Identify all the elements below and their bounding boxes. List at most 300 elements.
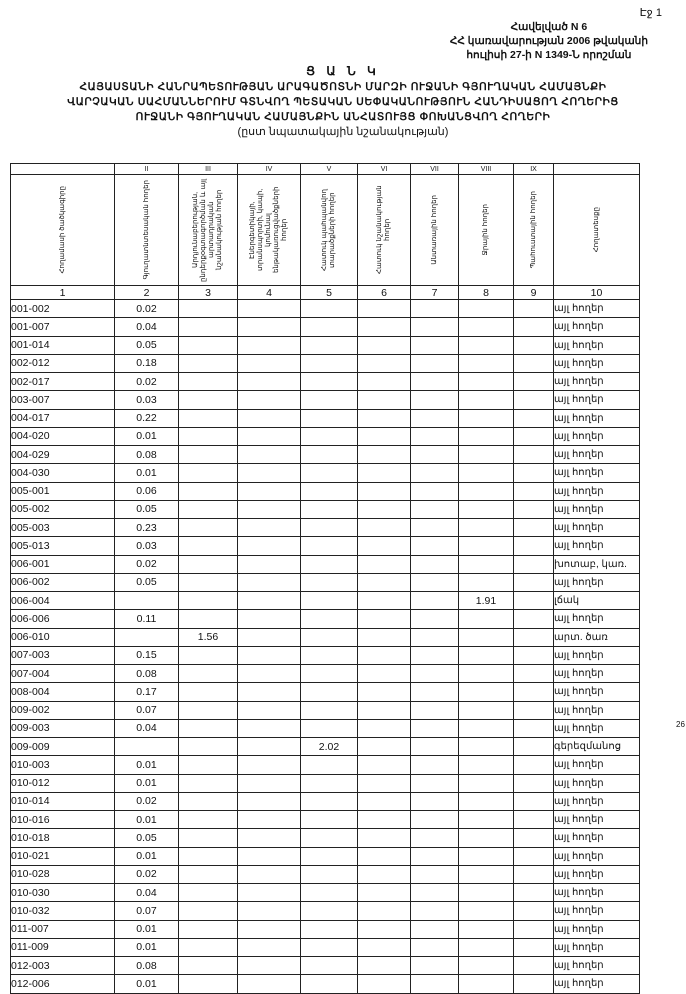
protected-land-cell — [301, 701, 358, 719]
forest-land-cell — [411, 957, 459, 975]
roman-header-cell: II — [115, 164, 179, 175]
energy-land-cell — [238, 701, 301, 719]
industrial-land-cell — [179, 336, 238, 354]
energy-land-cell — [238, 811, 301, 829]
protected-land-cell — [301, 847, 358, 865]
protected-land-cell — [301, 446, 358, 464]
special-land-cell — [358, 774, 411, 792]
agricultural-land-cell: 0.11 — [115, 610, 179, 628]
industrial-land-cell — [179, 738, 238, 756]
industrial-land-cell — [179, 373, 238, 391]
appendix-line: հուլիսի 27-ի N 1349-Ն որոշման — [466, 49, 632, 61]
water-land-cell — [459, 865, 514, 883]
agricultural-land-cell: 0.23 — [115, 519, 179, 537]
energy-land-cell — [238, 646, 301, 664]
column-header-text: Հողամասի ծածկագիրը — [58, 186, 66, 274]
agricultural-land-cell: 0.07 — [115, 902, 179, 920]
land-type-cell: այլ հողեր — [554, 391, 640, 409]
reserve-land-cell — [514, 555, 554, 573]
protected-land-cell — [301, 957, 358, 975]
land-type-cell: այլ հողեր — [554, 792, 640, 810]
roman-header-cell: VII — [411, 164, 459, 175]
industrial-land-cell — [179, 701, 238, 719]
industrial-land-cell — [179, 519, 238, 537]
forest-land-cell — [411, 464, 459, 482]
forest-land-cell — [411, 318, 459, 336]
column-number: 5 — [301, 286, 358, 300]
water-land-cell — [459, 701, 514, 719]
land-type-cell: այլ հողեր — [554, 318, 640, 336]
energy-land-cell — [238, 719, 301, 737]
forest-land-cell — [411, 373, 459, 391]
table-row — [11, 519, 640, 537]
protected-land-cell — [301, 519, 358, 537]
energy-land-cell — [238, 300, 301, 318]
energy-land-cell — [238, 500, 301, 518]
reserve-land-cell — [514, 920, 554, 938]
column-header-text: Հատուկ պահպանվող տարածքների հողեր — [321, 189, 336, 271]
reserve-land-cell — [514, 847, 554, 865]
protected-land-cell — [301, 756, 358, 774]
agricultural-land-cell: 0.04 — [115, 719, 179, 737]
protected-land-cell — [301, 938, 358, 956]
land-type-cell: այլ հողեր — [554, 446, 640, 464]
agricultural-land-cell: 0.02 — [115, 792, 179, 810]
table-row — [11, 683, 640, 701]
special-land-cell — [358, 847, 411, 865]
agricultural-land-cell: 0.02 — [115, 555, 179, 573]
special-land-cell — [358, 920, 411, 938]
industrial-land-cell — [179, 555, 238, 573]
agricultural-land-cell — [115, 738, 179, 756]
land-type-cell: գերեզմանոց — [554, 738, 640, 756]
special-land-cell — [358, 519, 411, 537]
land-type-cell: խոտաբ, կառ. — [554, 555, 640, 573]
protected-land-cell — [301, 811, 358, 829]
table-row — [11, 865, 640, 883]
energy-land-cell — [238, 792, 301, 810]
protected-land-cell — [301, 829, 358, 847]
parcel-code-cell: 010-021 — [11, 847, 115, 865]
industrial-land-cell — [179, 318, 238, 336]
forest-land-cell — [411, 336, 459, 354]
forest-land-cell — [411, 701, 459, 719]
table-row — [11, 500, 640, 518]
protected-land-cell — [301, 592, 358, 610]
agricultural-land-cell: 0.07 — [115, 701, 179, 719]
water-land-cell — [459, 409, 514, 427]
reserve-land-cell — [514, 482, 554, 500]
table-row — [11, 610, 640, 628]
table-row — [11, 811, 640, 829]
industrial-land-cell — [179, 774, 238, 792]
forest-land-cell — [411, 354, 459, 372]
energy-land-cell — [238, 957, 301, 975]
reserve-land-cell — [514, 719, 554, 737]
parcel-code-cell: 007-003 — [11, 646, 115, 664]
agricultural-land-cell: 0.01 — [115, 811, 179, 829]
document-title — [0, 64, 686, 140]
agricultural-land-cell: 0.03 — [115, 537, 179, 555]
column-number: 10 — [554, 286, 640, 300]
table-row — [11, 719, 640, 737]
column-header-text: Գյուղատնտեսական հողեր — [142, 180, 150, 280]
reserve-land-cell — [514, 318, 554, 336]
agricultural-land-cell — [115, 592, 179, 610]
industrial-land-cell — [179, 902, 238, 920]
agricultural-land-cell: 0.02 — [115, 300, 179, 318]
water-land-cell — [459, 683, 514, 701]
column-number: 1 — [11, 286, 115, 300]
special-land-cell — [358, 628, 411, 646]
forest-land-cell — [411, 665, 459, 683]
water-land-cell — [459, 391, 514, 409]
water-land-cell — [459, 336, 514, 354]
land-type-cell: այլ հողեր — [554, 957, 640, 975]
industrial-land-cell — [179, 884, 238, 902]
table-row — [11, 300, 640, 318]
column-number: 8 — [459, 286, 514, 300]
reserve-land-cell — [514, 884, 554, 902]
column-number-row — [11, 286, 640, 300]
table-row — [11, 701, 640, 719]
column-header — [179, 175, 238, 286]
land-type-cell: այլ հողեր — [554, 902, 640, 920]
agricultural-land-cell: 0.01 — [115, 774, 179, 792]
land-type-cell: այլ հողեր — [554, 920, 640, 938]
protected-land-cell — [301, 409, 358, 427]
water-land-cell — [459, 573, 514, 591]
water-land-cell — [459, 792, 514, 810]
parcel-code-cell: 005-013 — [11, 537, 115, 555]
parcel-code-cell: 009-003 — [11, 719, 115, 737]
energy-land-cell — [238, 464, 301, 482]
column-header — [238, 175, 301, 286]
parcel-code-cell: 005-001 — [11, 482, 115, 500]
energy-land-cell — [238, 354, 301, 372]
energy-land-cell — [238, 409, 301, 427]
land-type-cell: այլ հողեր — [554, 975, 640, 993]
industrial-land-cell — [179, 500, 238, 518]
special-land-cell — [358, 811, 411, 829]
water-land-cell — [459, 464, 514, 482]
special-land-cell — [358, 555, 411, 573]
land-type-cell: այլ հողեր — [554, 464, 640, 482]
agricultural-land-cell: 0.05 — [115, 573, 179, 591]
special-land-cell — [358, 391, 411, 409]
parcel-code-cell: 009-009 — [11, 738, 115, 756]
special-land-cell — [358, 354, 411, 372]
water-land-cell — [459, 446, 514, 464]
special-land-cell — [358, 719, 411, 737]
water-land-cell — [459, 884, 514, 902]
column-number: 2 — [115, 286, 179, 300]
roman-header-cell: III — [179, 164, 238, 175]
land-type-cell: այլ հողեր — [554, 774, 640, 792]
energy-land-cell — [238, 628, 301, 646]
table-row — [11, 427, 640, 445]
column-header — [554, 175, 640, 286]
protected-land-cell — [301, 354, 358, 372]
land-type-cell: այլ հողեր — [554, 884, 640, 902]
reserve-land-cell — [514, 811, 554, 829]
water-land-cell — [459, 500, 514, 518]
forest-land-cell — [411, 865, 459, 883]
energy-land-cell — [238, 938, 301, 956]
reserve-land-cell — [514, 427, 554, 445]
protected-land-cell — [301, 865, 358, 883]
forest-land-cell — [411, 719, 459, 737]
industrial-land-cell — [179, 792, 238, 810]
parcel-code-cell: 010-012 — [11, 774, 115, 792]
energy-land-cell — [238, 756, 301, 774]
parcel-code-cell: 006-001 — [11, 555, 115, 573]
table-row — [11, 336, 640, 354]
industrial-land-cell — [179, 354, 238, 372]
table-row — [11, 318, 640, 336]
agricultural-land-cell: 0.05 — [115, 336, 179, 354]
title-subtitle: (ըստ նպատակային նշանակության) — [237, 126, 449, 138]
water-land-cell — [459, 318, 514, 336]
protected-land-cell — [301, 628, 358, 646]
forest-land-cell — [411, 519, 459, 537]
column-header — [411, 175, 459, 286]
forest-land-cell — [411, 774, 459, 792]
special-land-cell — [358, 592, 411, 610]
land-type-cell: այլ հողեր — [554, 938, 640, 956]
special-land-cell — [358, 409, 411, 427]
parcel-code-cell: 008-004 — [11, 683, 115, 701]
parcel-code-cell: 011-009 — [11, 938, 115, 956]
agricultural-land-cell: 0.05 — [115, 829, 179, 847]
reserve-land-cell — [514, 902, 554, 920]
roman-header-cell: IV — [238, 164, 301, 175]
industrial-land-cell — [179, 427, 238, 445]
industrial-land-cell — [179, 300, 238, 318]
industrial-land-cell — [179, 482, 238, 500]
energy-land-cell — [238, 592, 301, 610]
industrial-land-cell — [179, 719, 238, 737]
industrial-land-cell — [179, 756, 238, 774]
protected-land-cell: 2.02 — [301, 738, 358, 756]
energy-land-cell — [238, 482, 301, 500]
land-type-cell: այլ հողեր — [554, 427, 640, 445]
table-row — [11, 938, 640, 956]
special-land-cell — [358, 373, 411, 391]
water-land-cell — [459, 300, 514, 318]
parcel-code-cell: 004-029 — [11, 446, 115, 464]
table-row — [11, 373, 640, 391]
title-line: ՈՒՋԱՆԻ ԳՅՈՒՂԱԿԱՆ ՀԱՄԱՅՆՔԻՆ ԱՆՀԱՏՈՒՅՑ ՓՈԽԱՆՑՎՈՂ ՀՈՂԵՐԻ — [135, 111, 551, 123]
table-row — [11, 957, 640, 975]
protected-land-cell — [301, 719, 358, 737]
table-row — [11, 665, 640, 683]
special-land-cell — [358, 829, 411, 847]
land-type-cell: այլ հողեր — [554, 537, 640, 555]
margin-note: 26 — [676, 720, 685, 729]
parcel-code-cell: 012-006 — [11, 975, 115, 993]
table-row — [11, 446, 640, 464]
land-type-cell: այլ հողեր — [554, 847, 640, 865]
protected-land-cell — [301, 573, 358, 591]
industrial-land-cell — [179, 537, 238, 555]
forest-land-cell — [411, 811, 459, 829]
energy-land-cell — [238, 336, 301, 354]
industrial-land-cell — [179, 938, 238, 956]
water-land-cell — [459, 920, 514, 938]
land-type-cell: այլ հողեր — [554, 373, 640, 391]
protected-land-cell — [301, 975, 358, 993]
protected-land-cell — [301, 683, 358, 701]
industrial-land-cell — [179, 865, 238, 883]
land-type-cell: այլ հողեր — [554, 610, 640, 628]
energy-land-cell — [238, 975, 301, 993]
reserve-land-cell — [514, 500, 554, 518]
protected-land-cell — [301, 482, 358, 500]
reserve-land-cell — [514, 738, 554, 756]
table-row — [11, 884, 640, 902]
table-row — [11, 975, 640, 993]
agricultural-land-cell: 0.04 — [115, 884, 179, 902]
agricultural-land-cell: 0.08 — [115, 957, 179, 975]
table-row — [11, 391, 640, 409]
forest-land-cell — [411, 555, 459, 573]
land-type-cell: այլ հողեր — [554, 683, 640, 701]
forest-land-cell — [411, 938, 459, 956]
agricultural-land-cell: 0.01 — [115, 920, 179, 938]
industrial-land-cell — [179, 920, 238, 938]
energy-land-cell — [238, 738, 301, 756]
reserve-land-cell — [514, 300, 554, 318]
energy-land-cell — [238, 683, 301, 701]
forest-land-cell — [411, 573, 459, 591]
water-land-cell — [459, 774, 514, 792]
parcel-code-cell: 006-004 — [11, 592, 115, 610]
agricultural-land-cell: 0.01 — [115, 427, 179, 445]
industrial-land-cell — [179, 847, 238, 865]
table-row — [11, 738, 640, 756]
column-header — [514, 175, 554, 286]
parcel-code-cell: 001-002 — [11, 300, 115, 318]
protected-land-cell — [301, 373, 358, 391]
column-header — [301, 175, 358, 286]
water-land-cell — [459, 628, 514, 646]
energy-land-cell — [238, 373, 301, 391]
special-land-cell — [358, 300, 411, 318]
energy-land-cell — [238, 774, 301, 792]
forest-land-cell — [411, 500, 459, 518]
industrial-land-cell — [179, 957, 238, 975]
protected-land-cell — [301, 920, 358, 938]
energy-land-cell — [238, 902, 301, 920]
roman-header-cell: VI — [358, 164, 411, 175]
energy-land-cell — [238, 519, 301, 537]
table-row — [11, 902, 640, 920]
parcel-code-cell: 002-012 — [11, 354, 115, 372]
reserve-land-cell — [514, 829, 554, 847]
water-land-cell — [459, 610, 514, 628]
parcel-code-cell: 009-002 — [11, 701, 115, 719]
energy-land-cell — [238, 847, 301, 865]
forest-land-cell — [411, 902, 459, 920]
energy-land-cell — [238, 537, 301, 555]
industrial-land-cell — [179, 573, 238, 591]
special-land-cell — [358, 665, 411, 683]
column-header-text: Հողատեսքը — [592, 207, 600, 253]
agricultural-land-cell: 0.01 — [115, 938, 179, 956]
parcel-code-cell: 010-032 — [11, 902, 115, 920]
water-land-cell — [459, 938, 514, 956]
land-table — [10, 163, 640, 994]
column-header — [11, 175, 115, 286]
forest-land-cell — [411, 646, 459, 664]
column-number: 4 — [238, 286, 301, 300]
special-land-cell — [358, 975, 411, 993]
industrial-land-cell — [179, 683, 238, 701]
column-header-text: Հատուկ նշանակության հողեր — [376, 185, 391, 275]
roman-header-cell: VIII — [459, 164, 514, 175]
agricultural-land-cell: 0.18 — [115, 354, 179, 372]
title-line: ՎԱՐՉԱԿԱՆ ՍԱՀՄԱՆՆԵՐՈՒՄ ԳՏՆՎՈՂ ՊԵՏԱԿԱՆ ՍԵՓԱԿԱՆՈՒԹՅՈՒՆ ՀԱՆԴԻՍԱՑՈՂ ՀՈՂԵՐԻՑ — [67, 96, 619, 108]
parcel-code-cell: 004-017 — [11, 409, 115, 427]
protected-land-cell — [301, 774, 358, 792]
column-header-row — [11, 175, 640, 286]
reserve-land-cell — [514, 519, 554, 537]
reserve-land-cell — [514, 373, 554, 391]
title-line: ՀԱՅԱՍՏԱՆԻ ՀԱՆՐԱՊԵՏՈՒԹՅԱՆ ԱՐԱԳԱԾՈՏՆԻ ՄԱՐԶԻ ՈՒՋԱՆԻ ԳՅՈՒՂԱԿԱՆ ՀԱՄԱՅՆՔԻ — [79, 81, 607, 93]
industrial-land-cell — [179, 646, 238, 664]
special-land-cell — [358, 792, 411, 810]
industrial-land-cell — [179, 610, 238, 628]
energy-land-cell — [238, 318, 301, 336]
protected-land-cell — [301, 610, 358, 628]
agricultural-land-cell: 0.08 — [115, 665, 179, 683]
land-type-cell: լճակ — [554, 592, 640, 610]
reserve-land-cell — [514, 774, 554, 792]
protected-land-cell — [301, 318, 358, 336]
reserve-land-cell — [514, 610, 554, 628]
agricultural-land-cell: 0.22 — [115, 409, 179, 427]
table-row — [11, 482, 640, 500]
special-land-cell — [358, 646, 411, 664]
special-land-cell — [358, 318, 411, 336]
energy-land-cell — [238, 920, 301, 938]
industrial-land-cell — [179, 829, 238, 847]
land-type-cell: այլ հողեր — [554, 865, 640, 883]
special-land-cell — [358, 610, 411, 628]
forest-land-cell — [411, 920, 459, 938]
parcel-code-cell: 010-014 — [11, 792, 115, 810]
parcel-code-cell: 006-006 — [11, 610, 115, 628]
appendix-line: ՀՀ կառավարության 2006 թվականի — [449, 35, 648, 47]
agricultural-land-cell: 0.01 — [115, 975, 179, 993]
water-land-cell — [459, 738, 514, 756]
column-number: 9 — [514, 286, 554, 300]
column-header-text: Արդյունաբերության, ընդերքօգտագործման և այլ արտադրական նշանակության հողեր — [192, 178, 223, 282]
roman-header-row — [11, 164, 640, 175]
water-land-cell — [459, 373, 514, 391]
reserve-land-cell — [514, 409, 554, 427]
industrial-land-cell: 1.56 — [179, 628, 238, 646]
agricultural-land-cell: 0.01 — [115, 756, 179, 774]
industrial-land-cell — [179, 409, 238, 427]
forest-land-cell — [411, 628, 459, 646]
water-land-cell — [459, 811, 514, 829]
parcel-code-cell: 004-020 — [11, 427, 115, 445]
parcel-code-cell: 011-007 — [11, 920, 115, 938]
special-land-cell — [358, 701, 411, 719]
agricultural-land-cell: 0.01 — [115, 464, 179, 482]
